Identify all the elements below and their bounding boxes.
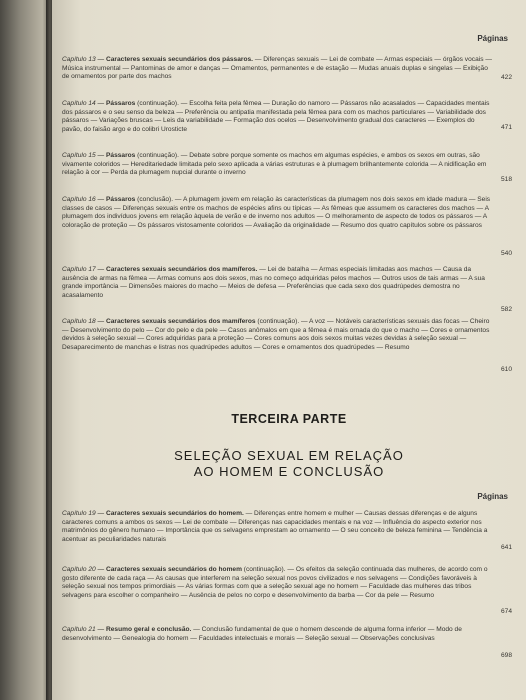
- chapter-title: Pássaros: [106, 196, 136, 203]
- pages-column-label: Páginas: [477, 34, 508, 43]
- toc-entry-chapter-19: [62, 510, 494, 544]
- chapter-number: Capítulo 18 —: [62, 318, 105, 325]
- chapter-summary: (continuação). — Escolha feita pela fêmea — Duração do namoro — Pássaros não acasalados — Capacidades mentais dos pássaros e o seu senso da beleza — Preferência ou antipatia manifestada pela fêmea para com os machos particulares — Variabilidade dos pássaros — Variações bruscas — Leis da variabilidade — Formação dos ocelos — Desenvolvimento gradual dos caracteres — Exemplos do pavão, do faisão argo e do colibri Urosticte: [62, 100, 490, 133]
- chapter-number: Capítulo 17 —: [62, 266, 105, 273]
- toc-entry-chapter-13: [62, 56, 494, 82]
- chapter-title: Pássaros: [106, 152, 136, 159]
- chapter-summary: — Conclusão fundamental de que o homem descende de alguma forma inferior — Modo de desenvolvimento — Genealogia do homem — Faculdades intelectuais e morais — Seleção sexual — Observações conclusivas: [62, 626, 462, 642]
- chapter-title: Caracteres sexuais secundários dos mamíferos: [106, 318, 256, 325]
- facing-page-edge: [0, 0, 50, 700]
- chapter-number: Capítulo 21 —: [62, 626, 105, 633]
- chapter-title: Caracteres sexuais secundários do homem: [106, 566, 242, 573]
- toc-entry-chapter-15: [62, 152, 494, 178]
- page-number: 582: [500, 306, 512, 313]
- toc-entry-chapter-14: [62, 100, 494, 134]
- page-number: 641: [500, 544, 512, 551]
- pages-column-label: Páginas: [477, 492, 508, 501]
- chapter-title: Caracteres sexuais secundários do homem.: [106, 510, 244, 517]
- chapter-number: Capítulo 15 —: [62, 152, 105, 159]
- section-title-line-2: AO HOMEM E CONCLUSÃO: [193, 464, 385, 479]
- toc-entry-chapter-18: [62, 318, 494, 352]
- chapter-number: Capítulo 16 —: [62, 196, 105, 203]
- toc-entry-chapter-21: [62, 626, 494, 643]
- chapter-number: Capítulo 14 —: [62, 100, 105, 107]
- chapter-summary: — Diferenças entre homem e mulher — Causas dessas diferenças e de alguns caracteres comuns a ambos os sexos — Lei de combate — Diferenças nas capacidades mentais e na voz — Influência do aspecto exterior nos matrimônios do gênero humano — Importância que os selvagens emprestam ao ornamento — O seu conceito de beleza feminina — Tendência a acentuar as peculiaridades naturais: [62, 510, 488, 543]
- chapter-summary: — Diferenças sexuais — Lei de combate — Armas especiais — órgãos vocais — Música instrumental — Pantominas de amor e danças — Ornamentos, permanentes e de estação — Mudas anuais duplas e singelas — Exibição de ornamentos por parte dos machos: [62, 56, 492, 81]
- chapter-title: Resumo geral e conclusão.: [106, 626, 192, 633]
- page-number: 610: [500, 366, 512, 373]
- book-page: [52, 0, 526, 700]
- toc-entry-chapter-17: [62, 266, 494, 300]
- chapter-number: Capítulo 20 —: [62, 566, 105, 573]
- part-title: TERCEIRA PARTE: [231, 412, 347, 426]
- chapter-number: Capítulo 13 —: [62, 56, 105, 63]
- chapter-title: Pássaros: [106, 100, 136, 107]
- page-number: 540: [500, 250, 512, 257]
- page-number: 518: [500, 176, 512, 183]
- page-number: 422: [500, 74, 512, 81]
- page-number: 471: [500, 124, 512, 131]
- toc-entry-chapter-16: [62, 196, 494, 230]
- chapter-summary: (continuação). — A voz — Notáveis características sexuais das focas — Cheiro — Desenvolvimento do pelo — Cor do pelo e da pele — Casos anômalos em que a fêmea é mais ornada do que o macho — Cores e ornamentos devidos à seleção sexual — Cores adquiridas para a proteção — Cores comuns aos dois sexos muitas vezes devidas à seleção sexual — Desaparecimento de manchas e listras nos quadrúpedes adultos — Cores e ornamentos dos quadrúpedes — Resumo: [62, 318, 490, 351]
- chapter-title: Caracteres sexuais secundários dos pássaros.: [106, 56, 253, 63]
- chapter-title: Caracteres sexuais secundários dos mamíferos.: [106, 266, 258, 273]
- toc-entry-chapter-20: [62, 566, 494, 600]
- page-number: 698: [500, 652, 512, 659]
- section-title-line-1: SELEÇÃO SEXUAL EM RELAÇÃO: [174, 448, 404, 463]
- chapter-summary: (continuação). — Os efeitos da seleção continuada das mulheres, de acordo com o gosto diferente de cada raça — As causas que interferem na seleção sexual nos povos civilizados e nos selvagens — Condições favoráveis à seleção sexual nos tempos primordiais — As várias formas com que a seleção sexual age no homem — Faculdade das mulheres das tribos selvagens para escolher o companheiro — Ausência de pelos no corpo e desenvolvimento da barba — Cor da pele — Resumo: [62, 566, 488, 599]
- chapter-summary: — Lei de batalha — Armas especiais limitadas aos machos — Causa da ausência de armas na fêmea — Armas comuns aos dois sexos, mas no começo adquiridas pelos machos — Outros usos de tais armas — A sua grande importância — Dimensões maiores do macho — Meios de defesa — Preferências que cada sexo dos quadrúpedes demostra no acasalamento: [62, 266, 485, 299]
- chapter-summary: (continuação). — Debate sobre porque somente os machos em algumas espécies, e ambos os sexos em outras, são vivamente coloridos — Hereditariedade limitada pelo sexo aplicada a várias estruturas e à plumagem brilhantemente colorida — A nidificação em relação à cor — Perda da plumagem nupcial durante o inverno: [62, 152, 487, 177]
- chapter-number: Capítulo 19 —: [62, 510, 105, 517]
- chapter-summary: (conclusão). — A plumagem jovem em relação às características da plumagem nos dois sexos em idade madura — Seis classes de casos — Diferenças sexuais entre os machos de espécies afins ou típicas — As fêmeas que assumem os caracteres dos machos — A plumagem dos indivíduos jovens em relação àquela de verão e de inverno nos adultos — O melhoramento de aspecto de todos os pássaros — A coloração de proteção — Os pássaros vistosamente coloridos — Avaliação da originalidade — Resumo dos quatro capítulos sobre os pássaros: [62, 196, 491, 229]
- page-number: 674: [500, 608, 512, 615]
